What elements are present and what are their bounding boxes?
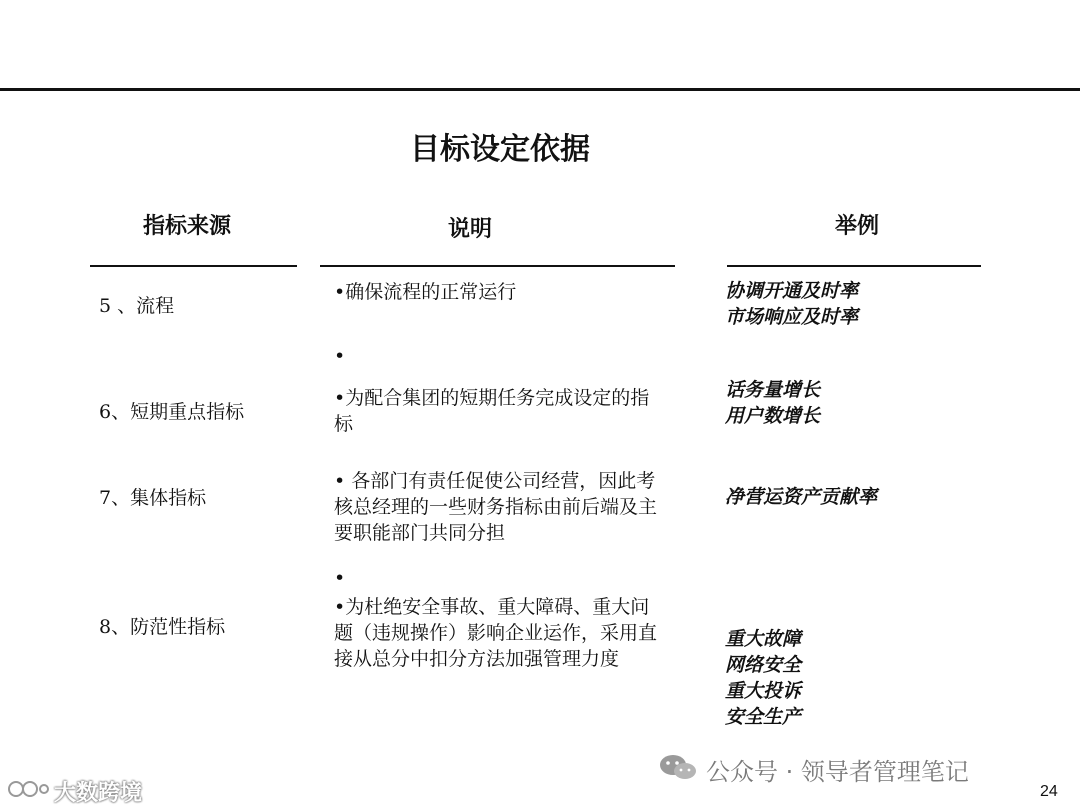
watermark-account: 公众号 · 领导者管理笔记 — [706, 758, 969, 786]
header-example: 举例 — [835, 214, 880, 239]
watermark-logo-text: 大数跨境 — [54, 781, 143, 806]
row-examples-process — [725, 278, 858, 330]
row-source-preventive: 8、防范性指标 — [99, 616, 226, 638]
example-item: 话务量增长 — [725, 379, 821, 401]
example-item: 安全生产 — [725, 706, 802, 728]
row-source-short-term: 6、短期重点指标 — [99, 401, 245, 423]
example-item: 用户数增长 — [725, 405, 821, 427]
row-desc-short-term: •为配合集团的短期任务完成设定的指标 — [334, 387, 650, 435]
slide-title: 目标设定依据 — [410, 132, 590, 167]
row-source-process: 5 、流程 — [99, 295, 175, 317]
example-item: 重大投诉 — [725, 680, 802, 702]
example-item: 重大故障 — [725, 628, 802, 650]
row-examples-preventive — [725, 626, 801, 730]
header-source: 指标来源 — [143, 214, 232, 239]
row-source-collective: 7、集体指标 — [99, 487, 207, 509]
row-examples-collective — [725, 484, 877, 510]
page-number: 24 — [1040, 783, 1058, 800]
empty-bullet: • — [334, 567, 346, 589]
top-rule — [0, 88, 1080, 91]
example-column-rule — [727, 265, 981, 267]
empty-bullet: • — [334, 345, 346, 367]
example-item: 市场响应及时率 — [725, 306, 859, 328]
row-desc-preventive: •为杜绝安全事故、重大障碍、重大问题（违规操作）影响企业运作，采用直接从总分中扣分方法加强管理力度 — [334, 596, 658, 670]
description-column-rule — [320, 265, 675, 267]
source-column-rule — [90, 265, 297, 267]
row-examples-short-term — [725, 377, 820, 429]
example-item: 协调开通及时率 — [725, 280, 859, 302]
wechat-icon — [658, 752, 698, 782]
example-item: 网络安全 — [725, 654, 802, 676]
example-item: 净营运资产贡献率 — [725, 486, 878, 508]
header-description: 说明 — [448, 217, 493, 242]
row-desc-process: •确保流程的正常运行 — [334, 281, 517, 303]
row-desc-collective: • 各部门有责任促使公司经营，因此考核总经理的一些财务指标由前后端及主要职能部门共同分担 — [334, 470, 658, 544]
logo-icon — [6, 778, 50, 800]
